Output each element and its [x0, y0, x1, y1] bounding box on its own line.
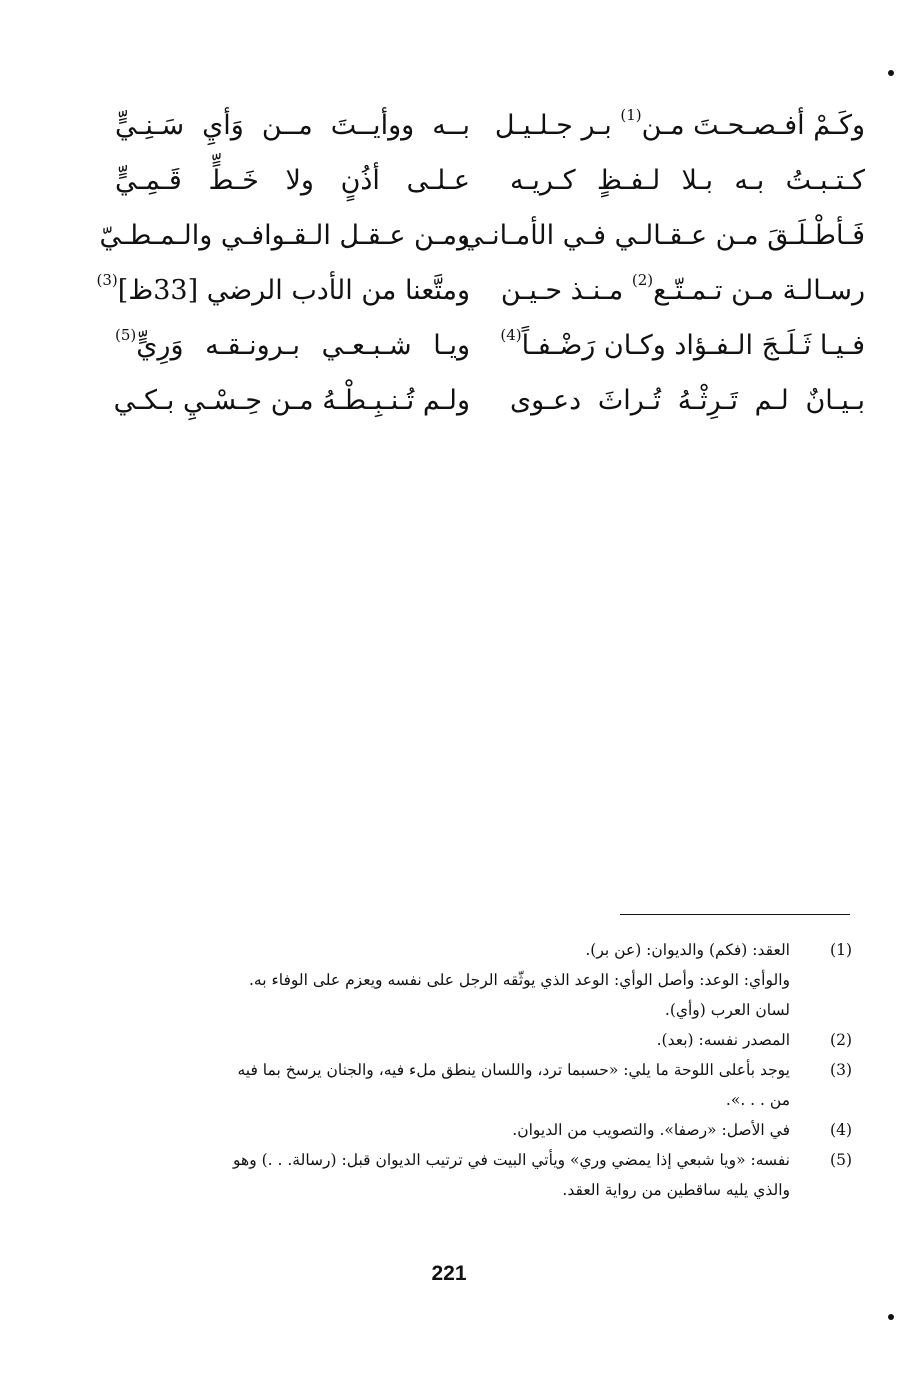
verse-second-hemistich: عـلـى أذُنٍ ولا خَـطٍّ قَـمِـيٍّ: [115, 165, 470, 196]
verse-second-hemistich: ومـن عـقـل الـقـوافـي والـمـطـيّ: [99, 220, 470, 251]
verse-first-hemistich: بـيـانٌ لـم تَـرِثْـهُ تُـراثَ دعـوى: [510, 385, 865, 416]
footnote-separator: [620, 914, 850, 915]
footnote: [112, 1115, 852, 1145]
footnote-number: (2): [830, 1031, 852, 1049]
verse-second-hemistich: ويـا شـبـعـي بـرونـقـه وَرِيٍّ$^{(5)}$: [115, 326, 470, 361]
verse: [96, 263, 865, 318]
footnote-text: يوجد بأعلى اللوحة ما يلي: «حسبما ترد، واللسان ينطق ملء فيه، والجنان يرسخ بما فيه من . . .».: [237, 1061, 790, 1109]
verse: [105, 373, 865, 428]
verse-first-hemistich: وكَـمْ أفـصـحـتَ مـن$^{(1)}$ بـر جـلـيـل: [494, 106, 865, 141]
verse-second-hemistich: ولـم تُـنـبِـطْـهُ مـن حِـسْـيِ بـكـي: [113, 385, 470, 416]
poem: [96, 98, 865, 428]
footnote: [112, 1025, 852, 1055]
verse-second-hemistich: ومتَّعنا من الأدب الرضي [33ظ]$^{(3)}$: [96, 271, 470, 306]
verse-first-hemistich: رسـالـة مـن تـمـتّـع$^{(2)}$ مـنـذ حـيـن: [500, 271, 865, 306]
verse: [99, 208, 865, 263]
verse: [105, 318, 865, 373]
footnote-number: (4): [830, 1121, 852, 1139]
verse: [105, 153, 865, 208]
footnote-number: (1): [830, 941, 852, 959]
verse-first-hemistich: فَـأطْـلَـقَ مـن عـقـالـي فـي الأمـانـي: [461, 220, 865, 251]
footnote-text: المصدر نفسه: (بعد).: [656, 1031, 790, 1049]
margin-dot-bottom: [888, 1314, 894, 1320]
verse-second-hemistich: بــه ووأيــتَ مــن وَأيِ سَـنِـيٍّ: [115, 110, 470, 141]
footnote-number: (3): [830, 1061, 852, 1079]
verse: [105, 98, 865, 153]
footnote: [112, 1055, 852, 1115]
footnote: [112, 935, 852, 1025]
footnote-text: نفسه: «ويا شبعي إذا يمضي وري» ويأتي البيت في ترتيب الديوان قبل: (رسالة. . .) وهو والذي يليه ساقطين من رواية العقد.: [233, 1151, 790, 1199]
footnote-number: (5): [830, 1151, 852, 1169]
footnote-text: العقد: (فكم) والديوان: (عن بر). والوأي: الوعد: وأصل الوأي: الوعد الذي يوثّقه الرجل على نفسه ويعزم على الوفاء به. لسان العرب (وأي).: [249, 941, 790, 1019]
footnotes: [112, 935, 852, 1205]
footnote-text: في الأصل: «رصفا». والتصويب من الديوان.: [512, 1121, 790, 1139]
verse-first-hemistich: كـتـبـتُ بـه بـلا لـفـظٍ كـريـه: [510, 165, 865, 196]
footnote: [112, 1145, 852, 1205]
margin-dot-top: [888, 70, 894, 76]
verse-first-hemistich: فـيـا ثَـلَـجَ الـفـؤاد وكـان رَضْـفـاً$^{(4)}$: [500, 326, 865, 361]
page-number: 221: [431, 1262, 467, 1285]
